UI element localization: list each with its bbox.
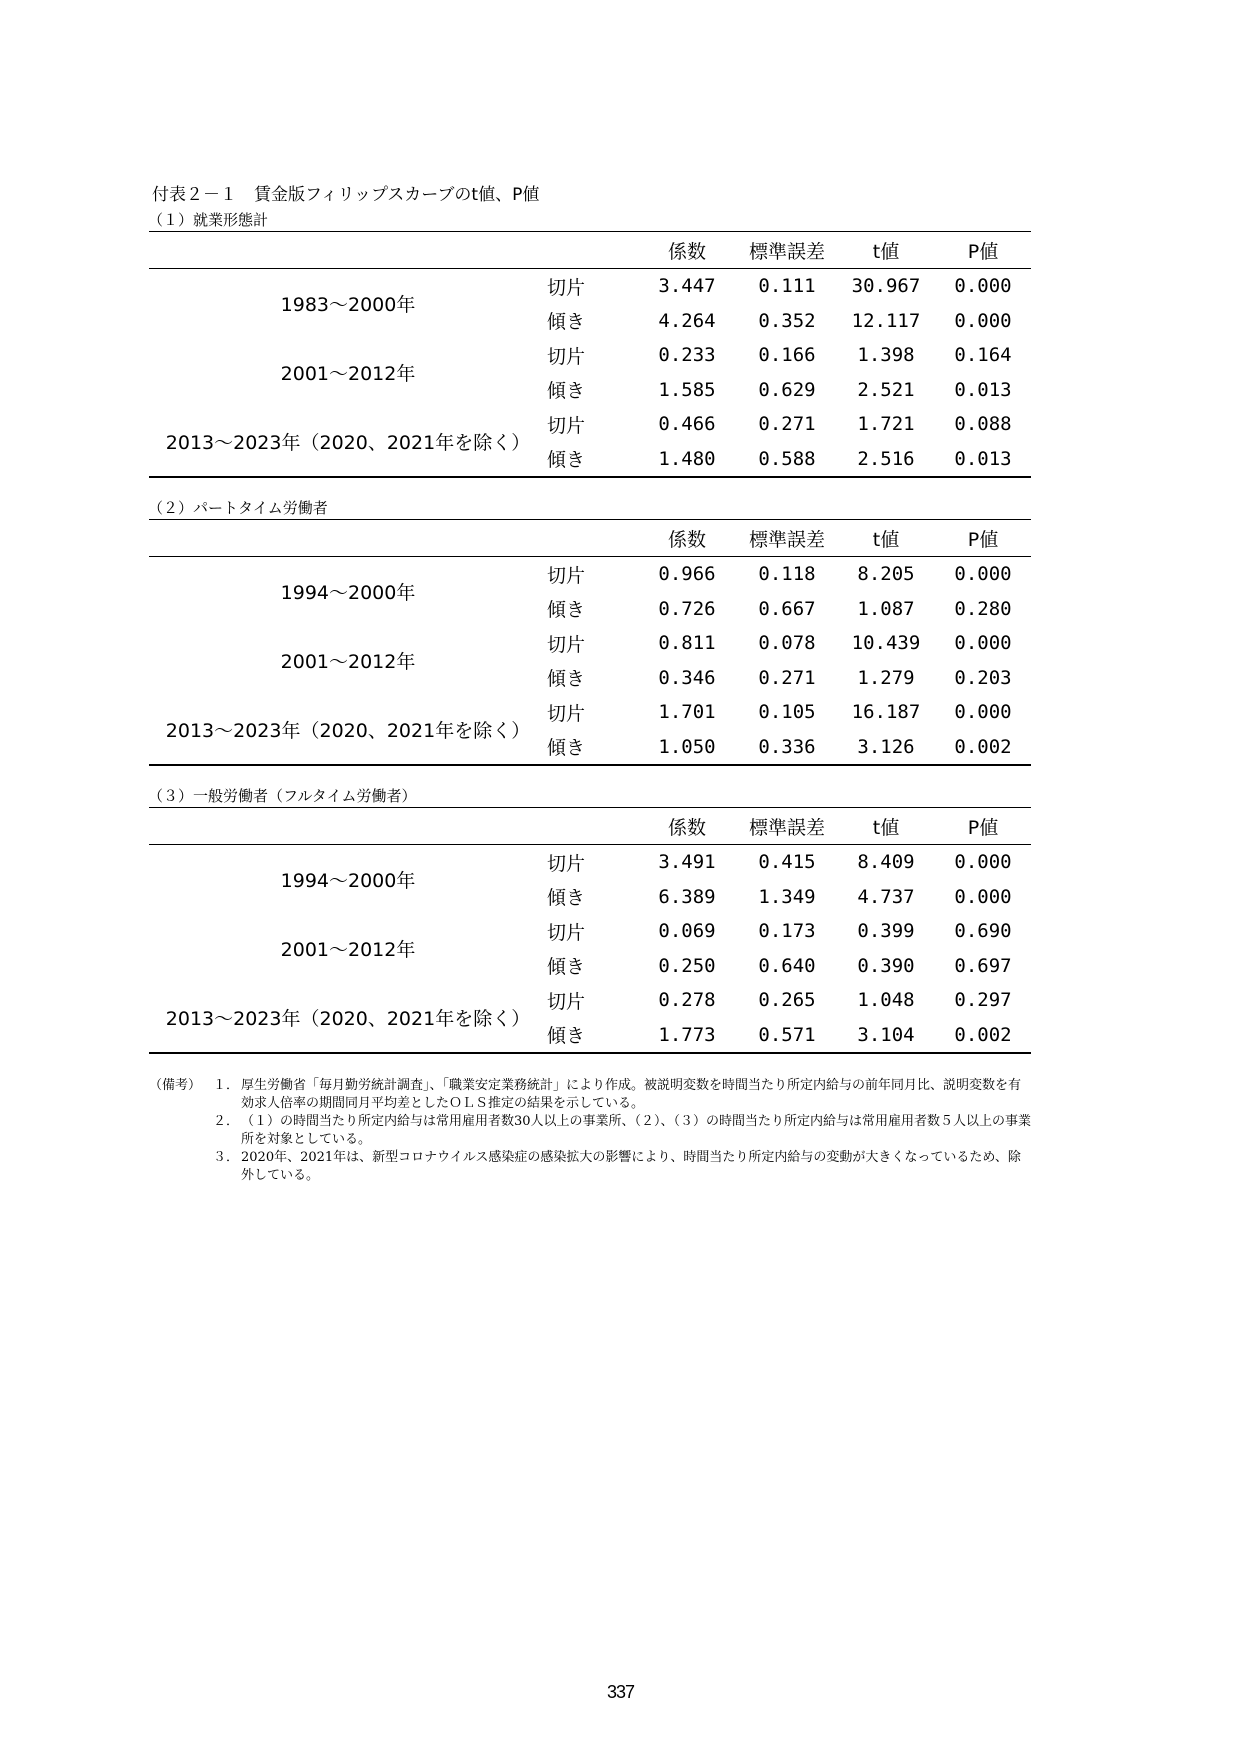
coef-cell: 0.966: [658, 563, 716, 586]
t-cell: 2.516: [857, 447, 915, 470]
header-se: 標準誤差: [748, 528, 825, 551]
t-cell: 4.737: [857, 885, 915, 908]
se-cell: 0.571: [758, 1023, 816, 1046]
p-cell: 0.088: [954, 413, 1012, 436]
coef-cell: 3.447: [658, 275, 716, 298]
coef-cell: 1.480: [658, 447, 716, 470]
note-number: ３．: [213, 1150, 240, 1165]
section-label-3: （３）一般労働者（フルタイム労働者）: [148, 787, 417, 805]
stats-table-1: [149, 231, 1031, 478]
row-type: 傾き: [547, 311, 586, 334]
header-period: [149, 232, 547, 269]
header-p: P値: [967, 240, 999, 263]
table-row: [149, 269, 1031, 304]
row-type: 切片: [547, 564, 586, 587]
p-cell: 0.000: [954, 701, 1012, 724]
se-cell: 0.640: [758, 954, 816, 977]
p-cell: 0.000: [954, 275, 1012, 298]
coef-cell: 0.069: [658, 920, 716, 943]
header-type: [547, 520, 637, 557]
section-label-1: （１）就業形態計: [148, 211, 269, 229]
period-label: 1994～2000年: [280, 582, 416, 604]
row-type: 切片: [547, 414, 586, 437]
se-cell: 0.271: [758, 413, 816, 436]
t-cell: 1.087: [857, 597, 915, 620]
table-row: [149, 407, 1031, 442]
header-t: t値: [872, 240, 900, 263]
header-coef: 係数: [667, 240, 706, 263]
row-type: 切片: [547, 990, 586, 1013]
t-cell: 3.104: [857, 1023, 915, 1046]
coef-cell: 1.701: [658, 701, 716, 724]
period-label: 2013～2023年（2020、2021年を除く）: [165, 1008, 531, 1030]
row-type: 切片: [547, 345, 586, 368]
coef-cell: 0.346: [658, 666, 716, 689]
t-cell: 8.205: [857, 563, 915, 586]
row-type: 傾き: [547, 1025, 586, 1048]
period-label: 2013～2023年（2020、2021年を除く）: [165, 432, 531, 454]
p-cell: 0.000: [954, 851, 1012, 874]
t-cell: 3.126: [857, 735, 915, 758]
row-type: 切片: [547, 921, 586, 944]
t-cell: 1.398: [857, 344, 915, 367]
se-cell: 0.667: [758, 597, 816, 620]
note-item: [149, 1149, 1033, 1185]
header-t: t値: [872, 816, 900, 839]
table-row: [149, 914, 1031, 949]
coef-cell: 0.466: [658, 413, 716, 436]
table-header-row: [149, 520, 1031, 557]
note-text: （１）の時間当たり所定内給与は常用雇用者数30人以上の事業所、（２）、（３）の時間当たり所定内給与は常用雇用者数５人以上の事業所を対象としている。: [241, 1114, 1032, 1147]
se-cell: 0.078: [758, 632, 816, 655]
coef-cell: 0.278: [658, 989, 716, 1012]
header-coef: 係数: [667, 816, 706, 839]
table-header-row: [149, 808, 1031, 845]
se-cell: 1.349: [758, 885, 816, 908]
p-cell: 0.000: [954, 632, 1012, 655]
p-cell: 0.000: [954, 885, 1012, 908]
row-type: 傾き: [547, 449, 586, 472]
section-label-2: （２）パートタイム労働者: [148, 499, 328, 517]
row-type: 切片: [547, 276, 586, 299]
header-se: 標準誤差: [748, 240, 825, 263]
p-cell: 0.690: [954, 920, 1012, 943]
stats-table-2: [149, 519, 1031, 766]
t-cell: 1.721: [857, 413, 915, 436]
row-type: 傾き: [547, 668, 586, 691]
page-number: 337: [606, 1682, 635, 1702]
coef-cell: 6.389: [658, 885, 716, 908]
period-label: 2001～2012年: [280, 651, 416, 673]
se-cell: 0.415: [758, 851, 816, 874]
se-cell: 0.173: [758, 920, 816, 943]
se-cell: 0.352: [758, 309, 816, 332]
coef-cell: 1.585: [658, 378, 716, 401]
se-cell: 0.336: [758, 735, 816, 758]
note-number: １．: [213, 1078, 240, 1093]
p-cell: 0.002: [954, 1023, 1012, 1046]
p-cell: 0.002: [954, 735, 1012, 758]
row-type: 傾き: [547, 737, 586, 760]
table-row: [149, 557, 1031, 592]
p-cell: 0.000: [954, 309, 1012, 332]
period-label: 1994～2000年: [280, 870, 416, 892]
header-type: [547, 232, 637, 269]
p-cell: 0.013: [954, 447, 1012, 470]
t-cell: 16.187: [851, 701, 921, 724]
p-cell: 0.203: [954, 666, 1012, 689]
period-label: 2001～2012年: [280, 939, 416, 961]
se-cell: 0.629: [758, 378, 816, 401]
p-cell: 0.000: [954, 563, 1012, 586]
p-cell: 0.697: [954, 954, 1012, 977]
notes-block: [149, 1077, 1033, 1185]
header-p: P値: [967, 816, 999, 839]
coef-cell: 0.233: [658, 344, 716, 367]
row-type: 切片: [547, 702, 586, 725]
p-cell: 0.280: [954, 597, 1012, 620]
coef-cell: 0.726: [658, 597, 716, 620]
header-coef: 係数: [667, 528, 706, 551]
t-cell: 8.409: [857, 851, 915, 874]
t-cell: 30.967: [851, 275, 921, 298]
coef-cell: 1.773: [658, 1023, 716, 1046]
t-cell: 0.390: [857, 954, 915, 977]
period-label: 1983～2000年: [280, 294, 416, 316]
coef-cell: 3.491: [658, 851, 716, 874]
row-type: 傾き: [547, 599, 586, 622]
t-cell: 0.399: [857, 920, 915, 943]
note-text: 2020年、2021年は、新型コロナウイルス感染症の感染拡大の影響により、時間当たり所定内給与の変動が大きくなっているため、除外している。: [241, 1150, 1021, 1183]
stats-table-3: [149, 807, 1031, 1054]
table-row: [149, 983, 1031, 1018]
header-t: t値: [872, 528, 900, 551]
row-type: 切片: [547, 852, 586, 875]
note-text: 厚生労働省「毎月勤労統計調査」、「職業安定業務統計」により作成。被説明変数を時間当たり所定内給与の前年同月比、説明変数を有効求人倍率の期間同月平均差としたＯＬＳ推定の結果を示している。: [241, 1078, 1022, 1111]
t-cell: 10.439: [851, 632, 921, 655]
header-period: [149, 520, 547, 557]
se-cell: 0.271: [758, 666, 816, 689]
coef-cell: 1.050: [658, 735, 716, 758]
period-label: 2001～2012年: [280, 363, 416, 385]
coef-cell: 0.250: [658, 954, 716, 977]
t-cell: 2.521: [857, 378, 915, 401]
se-cell: 0.166: [758, 344, 816, 367]
table-row: [149, 626, 1031, 661]
se-cell: 0.111: [758, 275, 816, 298]
t-cell: 1.279: [857, 666, 915, 689]
table-row: [149, 695, 1031, 730]
row-type: 傾き: [547, 887, 586, 910]
se-cell: 0.588: [758, 447, 816, 470]
coef-cell: 0.811: [658, 632, 716, 655]
table-title: 付表２－１ 賃金版フィリップスカーブのt値、P値: [152, 185, 540, 205]
note-number: ２．: [213, 1114, 240, 1129]
header-p: P値: [967, 528, 999, 551]
t-cell: 1.048: [857, 989, 915, 1012]
row-type: 傾き: [547, 956, 586, 979]
p-cell: 0.164: [954, 344, 1012, 367]
row-type: 切片: [547, 633, 586, 656]
note-item: [149, 1113, 1033, 1149]
table-header-row: [149, 232, 1031, 269]
row-type: 傾き: [547, 380, 586, 403]
table-row: [149, 338, 1031, 373]
coef-cell: 4.264: [658, 309, 716, 332]
table-row: [149, 845, 1031, 880]
header-period: [149, 808, 547, 845]
se-cell: 0.105: [758, 701, 816, 724]
se-cell: 0.118: [758, 563, 816, 586]
period-label: 2013～2023年（2020、2021年を除く）: [165, 720, 531, 742]
p-cell: 0.297: [954, 989, 1012, 1012]
header-type: [547, 808, 637, 845]
t-cell: 12.117: [851, 309, 921, 332]
se-cell: 0.265: [758, 989, 816, 1012]
note-item: [149, 1077, 1033, 1113]
notes-prefix: （備考）: [149, 1078, 202, 1093]
p-cell: 0.013: [954, 378, 1012, 401]
header-se: 標準誤差: [748, 816, 825, 839]
